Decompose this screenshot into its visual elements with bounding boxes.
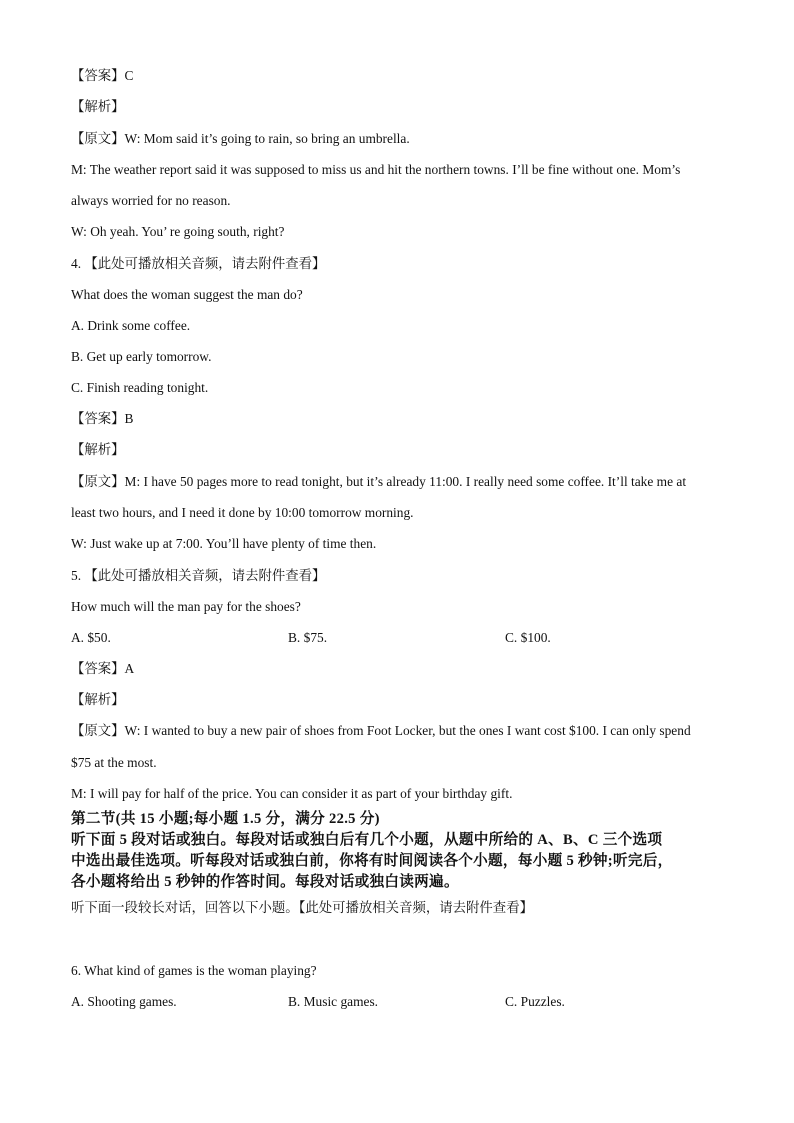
transcript-line: 【原文】W: Mom said it’s going to rain, so bring an umbrella. <box>71 131 410 146</box>
option-c: C. Puzzles. <box>505 994 565 1009</box>
answer-label: 【答案】A <box>71 661 135 676</box>
answer-label: 【答案】B <box>71 411 134 426</box>
option-a: A. $50. <box>71 630 111 645</box>
option-b: B. $75. <box>288 630 328 645</box>
transcript-line: 【原文】W: I wanted to buy a new pair of shoes from Foot Locker, but the ones I want cost $100. I can only spend <box>71 723 691 738</box>
transcript-line: 【原文】M: I have 50 pages more to read tonight, but it’s already 11:00. I really need some coffee. It’ll take me at <box>71 474 687 489</box>
analysis-label: 【解析】 <box>71 692 125 707</box>
question-text: How much will the man pay for the shoes? <box>71 599 301 614</box>
analysis-label: 【解析】 <box>71 99 125 114</box>
transcript-line: M: I will pay for half of the price. You can consider it as part of your birthday gift. <box>71 786 513 801</box>
analysis-label: 【解析】 <box>71 442 125 457</box>
option-b: B. Music games. <box>288 994 379 1009</box>
answer-label: 【答案】C <box>71 68 134 83</box>
transcript-line: W: Oh yeah. You’ re going south, right? <box>71 224 285 239</box>
question-number-audio: 5. 【此处可播放相关音频，请去附件查看】 <box>71 568 326 583</box>
question-text: 6. What kind of games is the woman playing? <box>71 963 317 978</box>
option-c: C. Finish reading tonight. <box>71 380 209 395</box>
transcript-line: $75 at the most. <box>71 755 157 770</box>
option-c: C. $100. <box>505 630 551 645</box>
option-a: A. Shooting games. <box>71 994 177 1009</box>
section-instructions: 听下面 5 段对话或独白。每段对话或独白后有几个小题，从题中所给的 A、B、C 三个选项 <box>71 832 663 848</box>
transcript-line: M: The weather report said it was supposed to miss us and hit the northern towns. I’ll be fine without one. Mom’s <box>71 162 681 177</box>
transcript-line: least two hours, and I need it done by 10:00 tomorrow morning. <box>71 505 414 520</box>
transcript-line: always worried for no reason. <box>71 193 231 208</box>
question-text: What does the woman suggest the man do? <box>71 287 303 302</box>
section-heading: 第二节(共 15 小题;每小题 1.5 分，满分 22.5 分) <box>71 811 380 827</box>
question-number-audio: 4. 【此处可播放相关音频，请去附件查看】 <box>71 256 326 271</box>
option-b: B. Get up early tomorrow. <box>71 349 212 364</box>
option-a: A. Drink some coffee. <box>71 318 191 333</box>
section-instructions: 中选出最佳选项。听每段对话或独白前，你将有时间阅读各个小题，每小题 5 秒钟;听完后， <box>71 853 673 869</box>
listening-prompt: 听下面一段较长对话，回答以下小题。【此处可播放相关音频，请去附件查看】 <box>71 900 533 915</box>
section-instructions: 各小题将给出 5 秒钟的作答时间。每段对话或独白读两遍。 <box>71 874 459 890</box>
transcript-line: W: Just wake up at 7:00. You’ll have plenty of time then. <box>71 536 377 551</box>
